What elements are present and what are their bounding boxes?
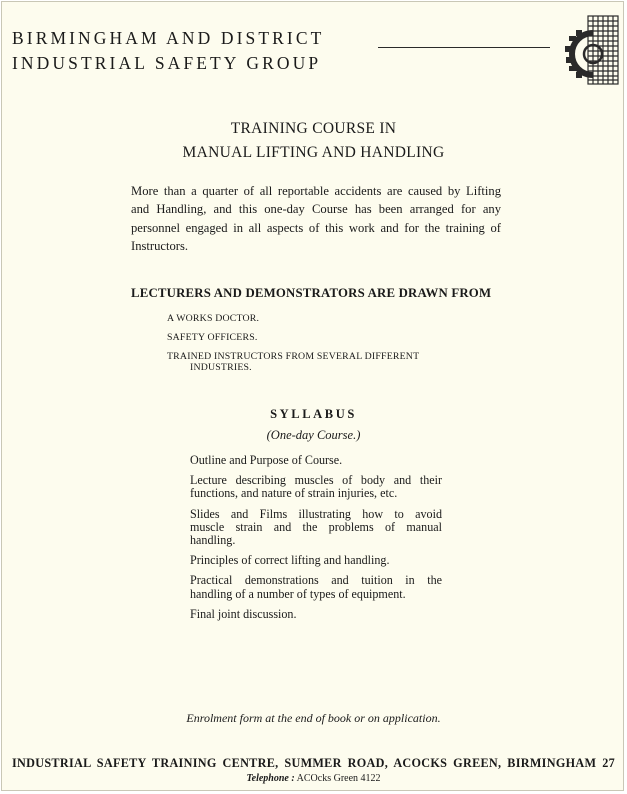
telephone-label: Telephone :	[246, 773, 295, 784]
list-item	[190, 454, 442, 467]
course-title-line-1: TRAINING COURSE IN	[230, 120, 397, 137]
list-item-line: Final joint discussion.	[190, 606, 297, 621]
document-page	[1, 1, 624, 791]
footer-telephone	[2, 773, 625, 784]
intro-line: and Handling, and this one-day Course has been arranged for any	[131, 202, 501, 217]
list-item-text: A WORKS DOCTOR.	[167, 313, 260, 324]
list-item-text-continued: INDUSTRIES.	[190, 362, 252, 373]
list-item	[190, 474, 442, 500]
list-item	[167, 332, 497, 343]
list-item-line: functions, and nature of strain injuries, etc.	[190, 486, 398, 501]
syllabus-list	[190, 454, 442, 628]
list-item-text: TRAINED INSTRUCTORS FROM SEVERAL DIFFERENT	[167, 351, 420, 362]
gear-grid-icon	[563, 14, 621, 86]
intro-line: Instructors.	[131, 239, 189, 254]
list-item	[167, 313, 497, 324]
course-title-line-2: MANUAL LIFTING AND HANDLING	[182, 144, 445, 161]
lecturers-list	[167, 313, 497, 381]
list-item	[190, 574, 442, 600]
intro-line: More than a quarter of all reportable accidents are caused by Lifting	[131, 184, 501, 198]
intro-paragraph	[131, 182, 501, 256]
list-item	[190, 608, 442, 621]
organisation-name-line-2: INDUSTRIAL SAFETY GROUP	[12, 53, 322, 73]
intro-line: personnel engaged in all aspects of this work and for the training of	[131, 220, 501, 235]
telephone-number: ACOcks Green 4122	[296, 773, 381, 784]
header-rule	[378, 47, 550, 48]
list-item-line: handling of a number of types of equipment.	[190, 586, 406, 601]
syllabus-heading: SYLLABUS	[270, 407, 357, 421]
lecturers-heading: LECTURERS AND DEMONSTRATORS ARE DRAWN FROM	[131, 286, 492, 300]
list-item	[190, 554, 442, 567]
footer-address: INDUSTRIAL SAFETY TRAINING CENTRE, SUMMER ROAD, ACOCKS GREEN, BIRMINGHAM 27	[12, 756, 615, 770]
list-item	[190, 508, 442, 548]
list-item-line: muscle strain and the problems of manual	[190, 519, 442, 534]
list-item	[167, 351, 497, 373]
list-item-line: Slides and Films illustrating how to avoid	[190, 506, 442, 521]
enrolment-note: Enrolment form at the end of book or on application.	[186, 711, 441, 725]
list-item-line: handling.	[190, 533, 236, 548]
list-item-line: Lecture describing muscles of body and their	[190, 473, 442, 488]
list-item-text: SAFETY OFFICERS.	[167, 332, 258, 343]
organisation-name-line-1: BIRMINGHAM AND DISTRICT	[12, 28, 325, 48]
syllabus-subheading: (One-day Course.)	[266, 428, 361, 442]
list-item-line: Outline and Purpose of Course.	[190, 453, 343, 467]
list-item-line: Practical demonstrations and tuition in the	[190, 573, 442, 588]
list-item-line: Principles of correct lifting and handling.	[190, 553, 390, 568]
